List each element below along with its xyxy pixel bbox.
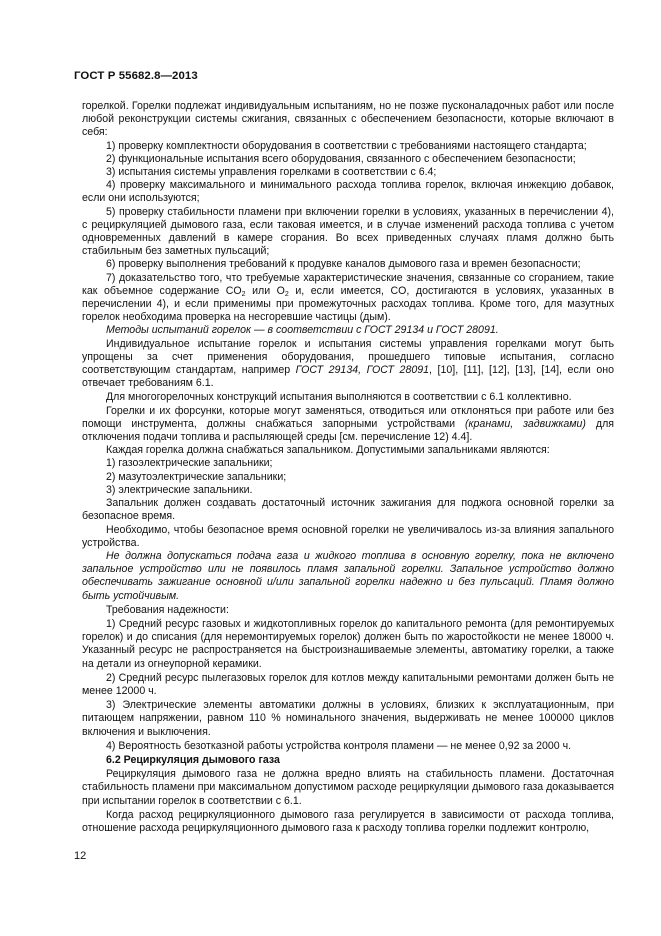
paragraph: Когда расход рециркуляционного дымового газа регулируется в зависимости от расхода топлива, отношение расхода рециркуляционного дымового газа к расходу топлива горелки подлежит контролю,	[82, 808, 614, 834]
text-span: 7) доказательство того, что требуемые характеристические значения, связанные со сгоранием, такие как объемное содержание CO	[82, 271, 614, 297]
subscript: 2	[241, 290, 246, 298]
list-item: 3) электрические запальники.	[106, 483, 253, 496]
list-item: 2) мазутоэлектрические запальники;	[106, 470, 287, 483]
text-span: для отключения подачи топлива и распыляющей среды [см. перечисление 12) 4.4].	[82, 417, 614, 444]
paragraph	[82, 405, 614, 445]
paragraph: Необходимо, чтобы безопасное время основной горелки не увеличивалось из-за влияния запального устройства.	[82, 523, 614, 549]
list-item: 4) Вероятность безотказной работы устройства контроля пламени — не менее 0,92 за 2000 ч.	[106, 739, 572, 752]
list-item: 1) проверку комплектности оборудования в соответствии с требованиями настоящего стандарта;	[106, 139, 587, 152]
list-item: 1) газоэлектрические запальники;	[106, 457, 273, 470]
paragraph	[82, 338, 614, 391]
italic-span: ГОСТ 29134, ГОСТ 28091	[295, 364, 430, 377]
paragraph: Рециркуляция дымового газа не должна вредно влиять на стабильность пламени. Достаточная стабильность пламени при максимальном допустимом расходе рециркуляции дымового газа доказывается при испытании горелок в соответствии с 6.1.	[82, 768, 614, 807]
page-number: 12	[74, 850, 87, 862]
italic-span: (кранами, задвижками)	[465, 417, 586, 430]
section-title: 6.2 Рециркуляция дымового газа	[106, 753, 280, 766]
list-item: 2) Средний ресурс пылегазовых горелок для котлов между капитальными ремонтами должен быть не менее 12000 ч.	[82, 671, 614, 697]
italic-paragraph: Методы испытаний горелок — в соответствии с ГОСТ 29134 и ГОСТ 28091.	[106, 324, 499, 337]
text-span: Индивидуальное испытание горелок и испытания системы управления горелками могут быть упрощены за счет применения оборудования, прошедшего типовые испытания, согласно соответствующим стандартам, например	[82, 337, 614, 377]
text-span: и, если имеется, CO, достигаются в условиях, указанных в перечислении 4), и если применимы при промежуточных расходах топлива. Кроме того, для мазутных горелок необходима проверка на несгоревшие частицы (дым).	[82, 284, 614, 324]
list-item	[82, 272, 614, 325]
list-item: 1) Средний ресурс газовых и жидкотопливных горелок до капитального ремонта (для ремонтируемых горелок) и до списания (для неремонтируемых горелок) должен быть по жаростойкости не менее 18000 ч. Указанный ресурс не распространяется на быстроизнашиваемые элементы, автоматику горелки, а также на детали из огнеупорной керамики.	[82, 617, 614, 670]
paragraph: Требования надежности:	[106, 603, 229, 616]
paragraph: горелкой. Горелки подлежат индивидуальным испытаниям, но не позже пусконаладочных работ или после любой реконструкции системы сжигания, связанных с обеспечением безопасности, которые включают в себя:	[82, 100, 614, 139]
paragraph: Для многогорелочных конструкций испытания выполняются в соответствии с 6.1 коллективно.	[106, 391, 572, 404]
list-item: 3) испытания системы управления горелками в соответствии с 6.4;	[106, 166, 437, 179]
paragraph: Каждая горелка должна снабжаться запальником. Допустимыми запальниками являются:	[106, 444, 550, 457]
list-item: 3) Электрические элементы автоматики должны в условиях, близких к эксплуатационным, при питающем напряжении, равном 110 % номинального значения, выдерживать не менее 100000 циклов включения и выключения.	[82, 699, 614, 738]
text-span: Горелки и их форсунки, которые могут заменяться, отводиться или отклоняться при работе или без помощи инструмента, должны снабжаться запорными устройствами	[82, 404, 614, 430]
text-span: , [10], [11], [12], [13], [14], если оно отвечает требованиям 6.1.	[82, 364, 615, 390]
paragraph: Запальник должен создавать достаточный источник зажигания для поджога основной горелки за безопасное время.	[82, 497, 614, 523]
italic-paragraph: Не должна допускаться подача газа и жидкого топлива в основную горелку, пока не включено запальное устройство или не появилось пламя запальной горелки. Запальное устройство должно обеспечивать зажигание основной и/или запальной горелки надежно и без пульсаций. Пламя должно быть устойчивым.	[82, 549, 614, 602]
subscript: 2	[284, 290, 289, 298]
list-item: 4) проверку максимального и минимального расхода топлива горелок, включая инжекцию добавок, если они используются;	[82, 179, 614, 205]
list-item: 2) функциональные испытания всего оборудования, связанного с обеспечением безопасности;	[106, 152, 576, 165]
document-header: ГОСТ Р 55682.8—2013	[74, 70, 198, 82]
list-item: 6) проверку выполнения требований к продувке каналов дымового газа и времен безопасности;	[106, 258, 581, 271]
body-text	[82, 100, 614, 835]
text-span: или O	[245, 284, 285, 297]
list-item: 5) проверку стабильности пламени при включении горелки в условиях, указанных в перечислении 4), с рециркуляцией дымового газа, если таковая имеется, и в случае изменений расхода топлива с учетом одновременных давлений в камере сгорания. Во всех приведенных случаях пламя должно быть стабильным без заметных пульсаций;	[82, 205, 614, 258]
